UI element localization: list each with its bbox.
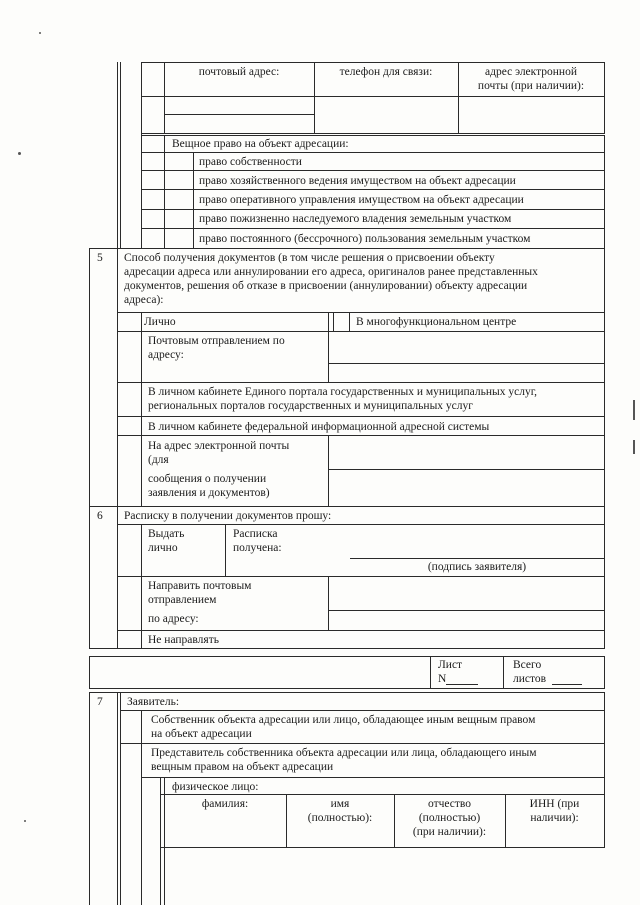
- name-label: имя: [330, 798, 350, 810]
- patronymic-label: (при наличии):: [412, 826, 487, 838]
- individual-label: физическое лицо:: [172, 781, 259, 793]
- section-5-text: документов, решения об отказе в присвоении (аннулировании) объекту адресации: [124, 280, 528, 292]
- issue-in-person: лично: [148, 542, 178, 554]
- scan-speck: [18, 152, 21, 155]
- no-send-option: Не направлять: [148, 634, 219, 646]
- section-5-number: 5: [97, 252, 103, 264]
- representative-option: вещным правом на объект адресации: [151, 761, 334, 773]
- patronymic-label: (полностью): [418, 812, 481, 824]
- property-right-option: право оперативного управления имуществом на объект адресации: [199, 194, 524, 206]
- inn-label: ИНН (при: [529, 798, 580, 810]
- name-label: (полностью):: [307, 812, 373, 824]
- sheet-label: Лист: [438, 659, 463, 671]
- section-6-number: 6: [97, 510, 103, 522]
- send-by-mail: отправлением: [148, 594, 217, 606]
- section-7-heading: Заявитель:: [127, 696, 180, 708]
- section-5-text: адресации адреса или аннулировании его адреса, оригиналов ранее представленных: [124, 266, 538, 278]
- email-label-line1: адрес электронной: [485, 66, 577, 78]
- email-option: (для: [148, 454, 169, 466]
- by-mail-option: адресу:: [148, 349, 184, 361]
- email-option: заявления и документов): [148, 487, 270, 499]
- postal-address-label: почтовый адрес:: [198, 66, 280, 78]
- representative-option: Представитель собственника объекта адресации или лица, обладающего иным: [151, 747, 537, 759]
- scan-edge-mark: [633, 400, 635, 420]
- property-right-option: право хозяйственного ведения имуществом на объект адресации: [199, 175, 516, 187]
- section-5-text: Способ получения документов (в том числе решения о присвоении объекту: [124, 252, 495, 264]
- section-5-text: адреса):: [124, 294, 164, 306]
- owner-option: на объект адресации: [151, 728, 252, 740]
- scan-speck: [24, 820, 26, 822]
- portal-option: региональных порталов государственных и муниципальных услуг: [148, 400, 473, 412]
- email-label-line2: почты (при наличии):: [477, 80, 585, 92]
- property-right-option: право пожизненно наследуемого владения земельным участком: [199, 213, 512, 225]
- email-option: На адрес электронной почты: [148, 440, 290, 452]
- send-by-mail: Направить почтовым: [148, 580, 252, 592]
- fias-option: В личном кабинете федеральной информационной адресной системы: [148, 421, 490, 433]
- sheet-n: N: [438, 673, 447, 685]
- section-6-heading: Расписку в получении документов прошу:: [124, 510, 332, 522]
- inn-label: наличии):: [530, 812, 579, 824]
- patronymic-label: отчество: [427, 798, 472, 810]
- send-by-mail: по адресу:: [148, 613, 199, 625]
- in-person-option: Лично: [144, 316, 176, 328]
- property-right-heading: Вещное право на объект адресации:: [172, 138, 349, 150]
- property-right-option: право собственности: [199, 156, 302, 168]
- total-sheets-label: листов: [513, 673, 547, 685]
- scan-speck: [39, 32, 41, 34]
- by-mail-option: Почтовым отправлением по: [148, 335, 285, 347]
- receipt-received: Расписка: [233, 528, 278, 540]
- section-7-number: 7: [97, 696, 103, 708]
- property-right-option: право постоянного (бессрочного) пользования земельным участком: [199, 233, 531, 245]
- portal-option: В личном кабинете Единого портала государственных и муниципальных услуг,: [148, 386, 537, 398]
- scan-edge-mark: [633, 440, 635, 454]
- signature-caption: (подпись заявителя): [427, 561, 527, 573]
- total-sheets-label: Всего: [513, 659, 542, 671]
- surname-label: фамилия:: [201, 798, 249, 810]
- issue-in-person: Выдать: [148, 528, 185, 540]
- mfc-option: В многофункциональном центре: [356, 316, 517, 328]
- email-option: сообщения о получении: [148, 473, 267, 485]
- owner-option: Собственник объекта адресации или лицо, обладающее иным вещным правом: [151, 714, 536, 726]
- receipt-received: получена:: [233, 542, 282, 554]
- phone-label: телефон для связи:: [339, 66, 433, 78]
